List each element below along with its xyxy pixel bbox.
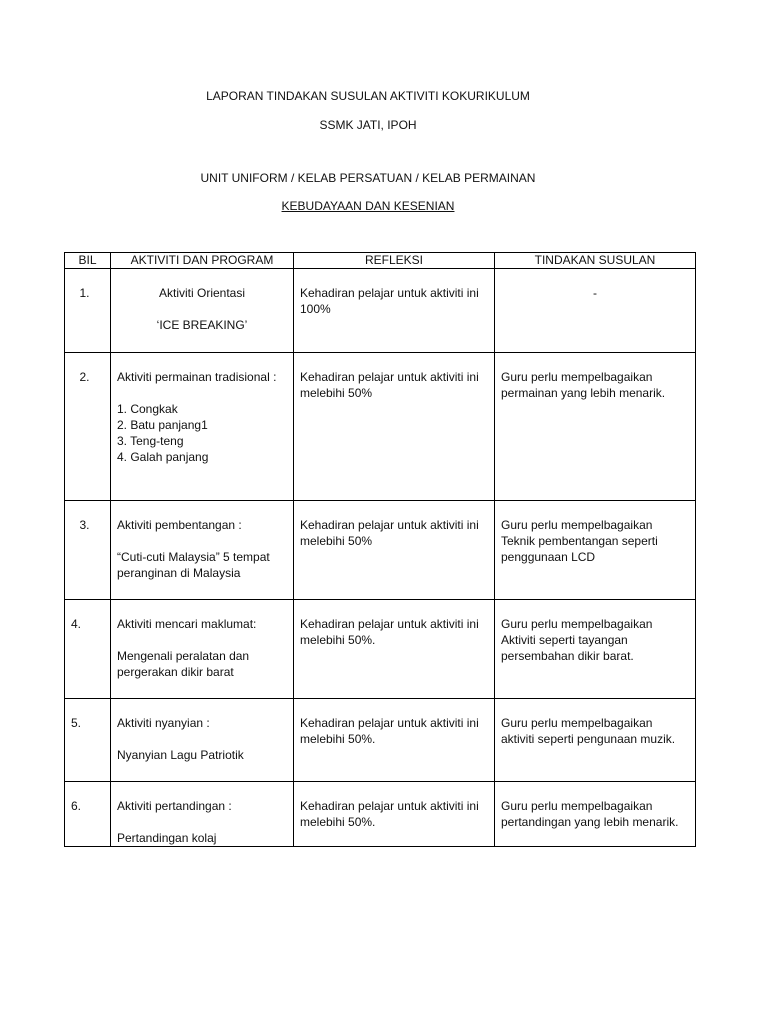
action-cell: Guru perlu mempelbagaikan pertandingan yang lebih menarik. <box>495 782 696 847</box>
action-cell: Guru perlu mempelbagaikan aktiviti seperti pengunaan muzik. <box>495 699 696 782</box>
row-number: 4. <box>65 600 111 699</box>
table-row <box>65 353 696 501</box>
row-number: 2. <box>65 353 111 501</box>
col-header-action: TINDAKAN SUSULAN <box>495 253 696 269</box>
table-row <box>65 269 696 353</box>
table-row <box>65 501 696 600</box>
activity-line: Nyanyian Lagu Patriotik <box>117 748 244 762</box>
reflection-cell: Kehadiran pelajar untuk aktiviti ini melebihi 50%. <box>294 699 495 782</box>
activity-line: 3. Teng-teng <box>117 434 184 448</box>
followup-table <box>64 252 696 847</box>
action-cell: Guru perlu mempelbagaikan Teknik pembentangan seperti penggunaan LCD <box>495 501 696 600</box>
table-row <box>65 782 696 847</box>
action-cell: - <box>495 269 696 353</box>
activity-cell <box>111 269 294 353</box>
activity-cell <box>111 501 294 600</box>
reflection-cell: Kehadiran pelajar untuk aktiviti ini melebihi 50%. <box>294 782 495 847</box>
school-name: SSMK JATI, IPOH <box>319 118 417 132</box>
activity-cell <box>111 600 294 699</box>
activity-line: Aktiviti mencari maklumat: <box>117 617 257 631</box>
row-number: 1. <box>65 269 111 353</box>
row-number: 3. <box>65 501 111 600</box>
table-row <box>65 600 696 699</box>
activity-line: 2. Batu panjang1 <box>117 418 208 432</box>
activity-line: Pertandingan kolaj <box>117 831 217 845</box>
activity-line: Aktiviti nyanyian : <box>117 716 210 730</box>
activity-line: 4. Galah panjang <box>117 450 209 464</box>
activity-line: “Cuti-cuti Malaysia” 5 tempat peranginan di Malaysia <box>117 550 270 580</box>
activity-line: 1. Congkak <box>117 402 178 416</box>
activity-cell <box>111 782 294 847</box>
club-name: KEBUDAYAAN DAN KESENIAN <box>281 199 455 213</box>
activity-line: Aktiviti permainan tradisional : <box>117 370 277 384</box>
report-title: LAPORAN TINDAKAN SUSULAN AKTIVITI KOKURIKULUM <box>206 89 530 103</box>
activity-line: Mengenali peralatan dan pergerakan dikir barat <box>117 649 250 679</box>
col-header-bil: BIL <box>65 253 111 269</box>
activity-cell <box>111 353 294 501</box>
row-number: 5. <box>65 699 111 782</box>
col-header-reflection: REFLEKSI <box>294 253 495 269</box>
col-header-activity: AKTIVITI DAN PROGRAM <box>111 253 294 269</box>
reflection-cell: Kehadiran pelajar untuk aktiviti ini melebihi 50%. <box>294 600 495 699</box>
unit-category: UNIT UNIFORM / KELAB PERSATUAN / KELAB PERMAINAN <box>200 171 536 185</box>
reflection-cell: Kehadiran pelajar untuk aktiviti ini melebihi 50% <box>294 353 495 501</box>
reflection-cell: Kehadiran pelajar untuk aktiviti ini melebihi 50% <box>294 501 495 600</box>
action-cell: Guru perlu mempelbagaikan Aktiviti seperti tayangan persembahan dikir barat. <box>495 600 696 699</box>
activity-line: Aktiviti pembentangan : <box>117 518 242 532</box>
activity-line: Aktiviti Orientasi <box>158 286 246 300</box>
table-header-row <box>65 253 696 269</box>
action-cell: Guru perlu mempelbagaikan permainan yang lebih menarik. <box>495 353 696 501</box>
activity-cell <box>111 699 294 782</box>
reflection-cell: Kehadiran pelajar untuk aktiviti ini 100% <box>294 269 495 353</box>
activity-line: Aktiviti pertandingan : <box>117 799 232 813</box>
row-number: 6. <box>65 782 111 847</box>
table-row <box>65 699 696 782</box>
activity-line: ‘ICE BREAKING’ <box>156 318 248 332</box>
